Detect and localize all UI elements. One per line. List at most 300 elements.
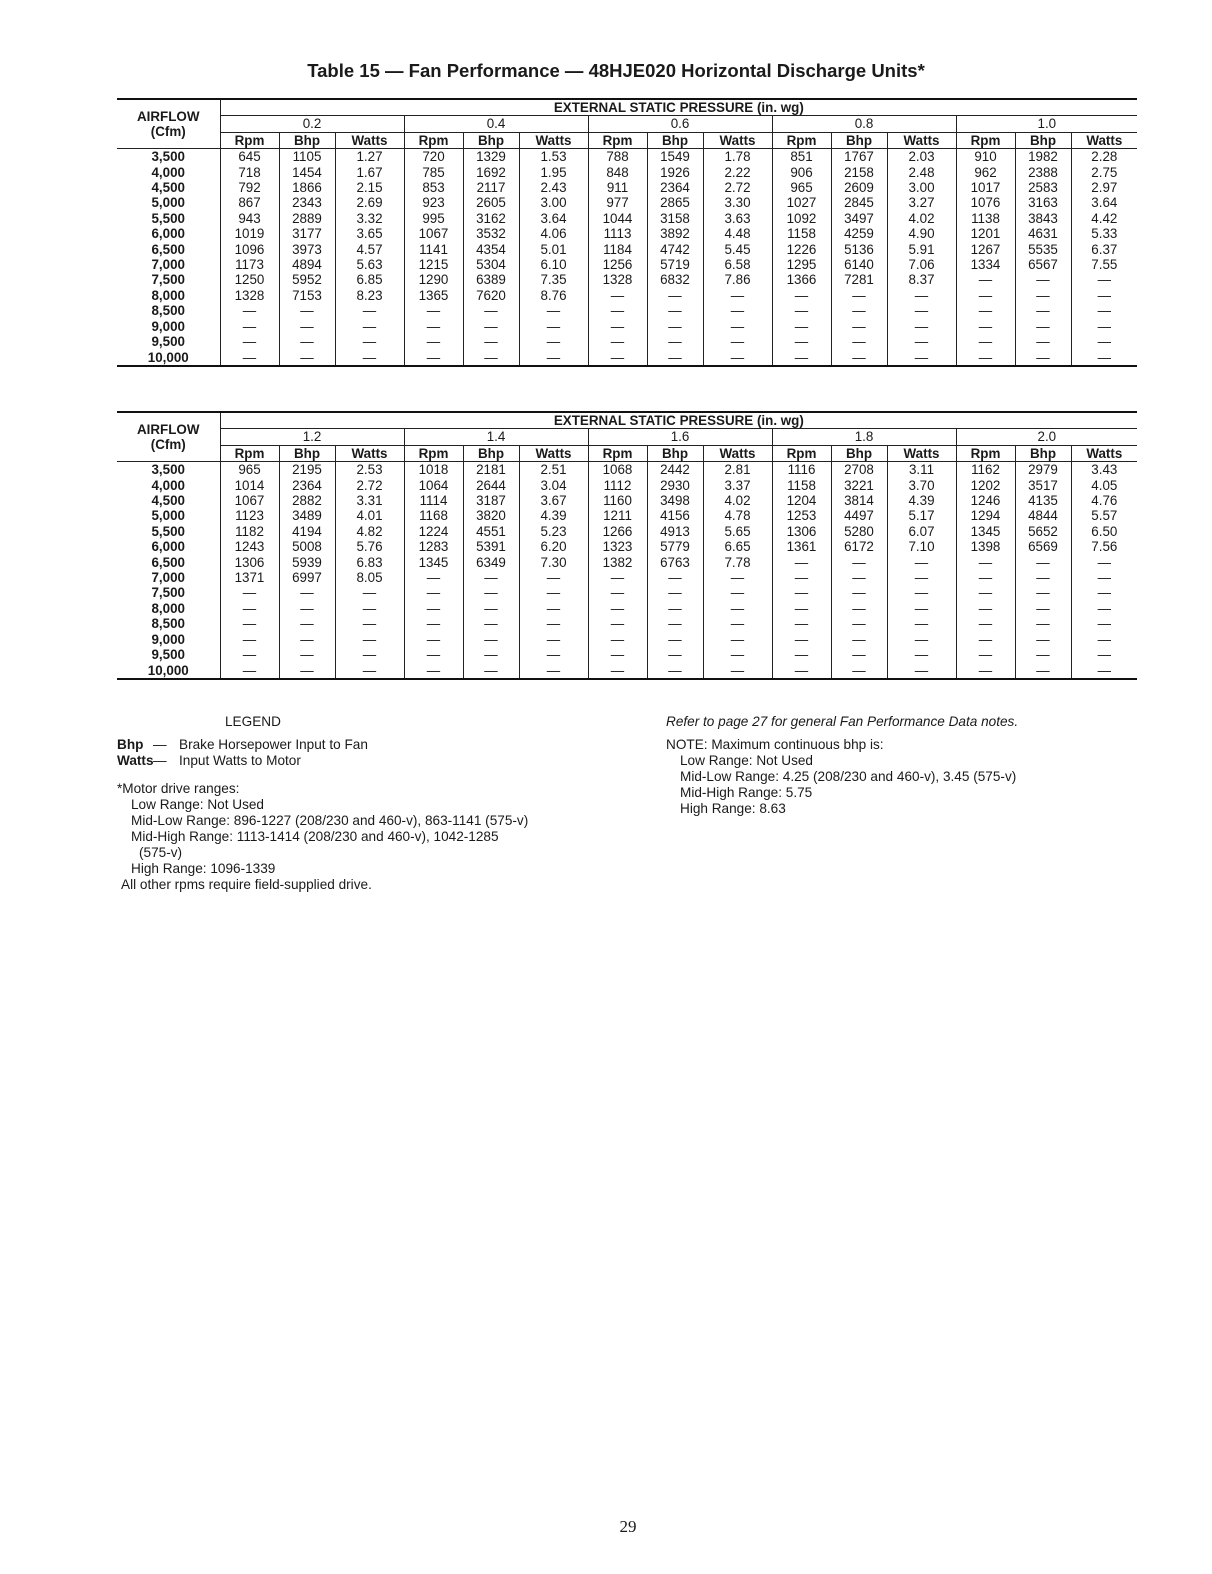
column-header: Watts [519, 132, 588, 148]
data-cell: — [956, 647, 1015, 662]
table-row [117, 257, 1137, 272]
footnote-line: Mid-High Range: 1113-1414 (208/230 and 460-v), 1042-1285 [131, 829, 499, 844]
data-cell: 6.65 [703, 539, 772, 554]
data-cell: — [647, 663, 703, 679]
data-cell: — [772, 319, 831, 334]
data-cell: — [335, 616, 404, 631]
footnote-line: All other rpms require field-supplied drive. [121, 877, 372, 892]
data-cell: — [703, 601, 772, 616]
data-cell: — [1015, 303, 1071, 318]
column-header: Watts [703, 132, 772, 148]
data-cell: 1141 [404, 242, 463, 257]
data-cell: — [220, 601, 279, 616]
data-cell: 1329 [463, 149, 519, 165]
table-row [117, 334, 1137, 349]
data-cell: 1294 [956, 508, 1015, 523]
data-cell: 4844 [1015, 508, 1071, 523]
data-cell: 1092 [772, 211, 831, 226]
data-cell: — [831, 570, 887, 585]
data-cell: — [1071, 334, 1137, 349]
column-header: Bhp [463, 132, 519, 148]
data-cell: — [588, 334, 647, 349]
data-cell: — [335, 647, 404, 662]
data-cell: — [279, 334, 335, 349]
table-row [117, 462, 1137, 478]
data-cell: — [1071, 288, 1137, 303]
data-cell: — [279, 350, 335, 366]
data-cell: 8.76 [519, 288, 588, 303]
data-cell: — [1071, 272, 1137, 287]
airflow-cell: 4,500 [151, 180, 185, 196]
airflow-cell: 4,000 [151, 477, 185, 493]
data-cell: — [463, 647, 519, 662]
data-cell: — [1071, 632, 1137, 647]
airflow-cell: 10,000 [117, 350, 220, 366]
data-cell: — [956, 570, 1015, 585]
data-cell: — [1071, 585, 1137, 600]
data-cell: — [956, 272, 1015, 287]
data-cell: — [404, 632, 463, 647]
pressure-header: 1.2 [220, 429, 404, 445]
column-header: Bhp [1015, 132, 1071, 148]
data-cell: 4.76 [1071, 493, 1137, 508]
data-cell: — [335, 350, 404, 366]
data-cell: 4.90 [887, 226, 956, 241]
data-cell: — [588, 570, 647, 585]
column-header: Watts [1071, 445, 1137, 461]
data-cell: 3.43 [1071, 462, 1137, 478]
data-cell: 1982 [1015, 149, 1071, 165]
data-cell: — [1015, 350, 1071, 366]
data-cell: 1295 [772, 257, 831, 272]
note-line: NOTE: Maximum continuous bhp is: [666, 737, 884, 752]
pressure-header: 1.6 [588, 429, 772, 445]
data-cell: 1204 [772, 493, 831, 508]
table-row [117, 319, 1137, 334]
data-cell: 1866 [279, 180, 335, 195]
pressure-header: 1.0 [956, 116, 1137, 132]
data-cell: — [647, 303, 703, 318]
data-cell: 2.75 [1071, 165, 1137, 180]
data-cell: 4551 [463, 524, 519, 539]
data-cell: — [703, 632, 772, 647]
table-row [117, 601, 1137, 616]
data-cell: 3.11 [887, 462, 956, 478]
data-cell: 4.02 [703, 493, 772, 508]
column-header: Rpm [956, 445, 1015, 461]
table-row [117, 570, 1137, 585]
data-cell: 5280 [831, 524, 887, 539]
data-cell: — [956, 350, 1015, 366]
data-cell: 6763 [647, 555, 703, 570]
data-cell: 1096 [220, 242, 279, 257]
data-cell: — [831, 319, 887, 334]
airflow-cell: 5,500 [151, 210, 185, 226]
data-cell: — [519, 350, 588, 366]
data-cell: — [703, 585, 772, 600]
data-cell: 4.82 [335, 524, 404, 539]
column-header: Rpm [588, 445, 647, 461]
data-cell: 5.17 [887, 508, 956, 523]
data-cell: 7281 [831, 272, 887, 287]
data-cell: 1.67 [335, 165, 404, 180]
data-cell: — [956, 601, 1015, 616]
data-cell: 2.97 [1071, 180, 1137, 195]
data-cell: — [519, 632, 588, 647]
data-cell: — [588, 585, 647, 600]
data-cell: 2889 [279, 211, 335, 226]
data-cell: 1250 [220, 272, 279, 287]
notes [666, 714, 1116, 817]
data-cell: — [279, 585, 335, 600]
data-cell: 7153 [279, 288, 335, 303]
data-cell: 2979 [1015, 462, 1071, 478]
data-cell: — [279, 319, 335, 334]
data-cell: 2388 [1015, 165, 1071, 180]
page-number: 29 [619, 1517, 637, 1536]
data-cell: 5391 [463, 539, 519, 554]
table-title: Table 15 — Fan Performance — 48HJE020 Horizontal Discharge Units* [307, 60, 925, 81]
data-cell: 1366 [772, 272, 831, 287]
esp-header: EXTERNAL STATIC PRESSURE (in. wg) [220, 412, 1137, 429]
data-cell: 1.95 [519, 165, 588, 180]
data-cell: 1306 [772, 524, 831, 539]
table-row [117, 616, 1137, 631]
data-cell: 911 [588, 180, 647, 195]
data-cell: — [956, 663, 1015, 679]
data-cell: — [519, 319, 588, 334]
airflow-cell: 6,500 [151, 241, 185, 257]
footnote-line: *Motor drive ranges: [117, 781, 240, 796]
data-cell: 3.32 [335, 211, 404, 226]
table-row [117, 350, 1137, 366]
data-cell: 3843 [1015, 211, 1071, 226]
data-cell: 2930 [647, 478, 703, 493]
data-cell: 1018 [404, 462, 463, 478]
pressure-header: 0.4 [404, 116, 588, 132]
airflow-cell: 5,000 [151, 508, 185, 524]
data-cell: — [463, 319, 519, 334]
column-header: Rpm [404, 132, 463, 148]
column-header: Rpm [956, 132, 1015, 148]
airflow-cell: 3,500 [151, 149, 185, 165]
data-cell: 965 [772, 180, 831, 195]
data-cell: 2.51 [519, 462, 588, 478]
data-cell: 5.57 [1071, 508, 1137, 523]
data-cell: 4497 [831, 508, 887, 523]
pressure-header-row [117, 116, 1137, 132]
table-row [117, 632, 1137, 647]
table-row [117, 288, 1137, 303]
data-cell: 1382 [588, 555, 647, 570]
table-row [117, 478, 1137, 493]
data-cell: — [404, 570, 463, 585]
data-cell: — [1071, 647, 1137, 662]
data-cell: 1345 [956, 524, 1015, 539]
data-cell: 5.91 [887, 242, 956, 257]
data-cell: 3163 [1015, 195, 1071, 210]
airflow-cell: 3,500 [151, 462, 185, 478]
data-cell: — [956, 555, 1015, 570]
data-cell: — [335, 601, 404, 616]
data-cell: 910 [956, 149, 1015, 165]
data-cell: 1168 [404, 508, 463, 523]
legend-abbr: Watts [117, 753, 154, 768]
data-cell: 7.56 [1071, 539, 1137, 554]
data-cell: 1019 [220, 226, 279, 241]
table-row [117, 663, 1137, 679]
data-cell: 3187 [463, 493, 519, 508]
data-cell: 1926 [647, 165, 703, 180]
data-cell: 7.55 [1071, 257, 1137, 272]
data-cell: 3.64 [1071, 195, 1137, 210]
table-row [117, 539, 1137, 554]
data-cell: 4156 [647, 508, 703, 523]
data-cell: — [404, 303, 463, 318]
data-cell: — [772, 663, 831, 679]
data-cell: — [647, 288, 703, 303]
data-cell: 2195 [279, 462, 335, 478]
column-header: Rpm [220, 445, 279, 461]
data-cell: — [887, 555, 956, 570]
data-cell: — [588, 647, 647, 662]
data-cell: 7620 [463, 288, 519, 303]
data-cell: — [831, 663, 887, 679]
data-cell: 5.01 [519, 242, 588, 257]
data-cell: — [956, 303, 1015, 318]
data-cell: 2882 [279, 493, 335, 508]
table-row [117, 165, 1137, 180]
data-cell: 1044 [588, 211, 647, 226]
airflow-header [117, 412, 220, 462]
table-row [117, 272, 1137, 287]
legend [117, 714, 637, 893]
data-cell: 1116 [772, 462, 831, 478]
legend-heading: LEGEND [225, 714, 281, 729]
data-cell: — [1015, 601, 1071, 616]
data-cell: 3177 [279, 226, 335, 241]
column-header: Watts [703, 445, 772, 461]
airflow-cell: 9,000 [151, 631, 185, 647]
data-cell: 1328 [220, 288, 279, 303]
data-cell: — [588, 350, 647, 366]
data-cell: — [335, 585, 404, 600]
data-cell: — [647, 350, 703, 366]
data-cell: 8.23 [335, 288, 404, 303]
data-cell: — [703, 570, 772, 585]
column-header: Watts [335, 132, 404, 148]
data-cell: 6.83 [335, 555, 404, 570]
note-line: Mid-High Range: 5.75 [680, 785, 813, 800]
footnote-line: Low Range: Not Used [131, 797, 264, 812]
data-cell: 5008 [279, 539, 335, 554]
data-cell: 3.00 [519, 195, 588, 210]
data-cell: 1.53 [519, 149, 588, 165]
data-cell: 1256 [588, 257, 647, 272]
table-row [117, 211, 1137, 226]
data-cell: 1068 [588, 462, 647, 478]
data-cell: 1158 [772, 478, 831, 493]
data-cell: 2609 [831, 180, 887, 195]
data-cell: — [588, 319, 647, 334]
data-cell: 1123 [220, 508, 279, 523]
data-cell: — [220, 303, 279, 318]
data-cell: 6172 [831, 539, 887, 554]
data-cell: 962 [956, 165, 1015, 180]
data-cell: 1767 [831, 149, 887, 165]
data-cell: — [463, 570, 519, 585]
data-cell: 6832 [647, 272, 703, 287]
data-cell: — [404, 663, 463, 679]
data-cell: 1345 [404, 555, 463, 570]
data-cell: 5.33 [1071, 226, 1137, 241]
data-cell: — [588, 663, 647, 679]
data-cell: — [279, 663, 335, 679]
data-cell: 2605 [463, 195, 519, 210]
data-cell: — [404, 585, 463, 600]
data-cell: 2158 [831, 165, 887, 180]
data-cell: 792 [220, 180, 279, 195]
table-row [117, 195, 1137, 210]
data-cell: 2.15 [335, 180, 404, 195]
data-cell: — [887, 647, 956, 662]
table-row [117, 242, 1137, 257]
data-cell: — [956, 288, 1015, 303]
data-cell: — [772, 570, 831, 585]
data-cell: — [279, 647, 335, 662]
column-header: Bhp [279, 132, 335, 148]
data-cell: — [519, 570, 588, 585]
data-cell: 1105 [279, 149, 335, 165]
data-cell: — [831, 334, 887, 349]
data-cell: 5652 [1015, 524, 1071, 539]
data-cell: 4.39 [519, 508, 588, 523]
airflow-cell: 5,000 [151, 195, 185, 211]
data-cell: 4194 [279, 524, 335, 539]
data-cell: 1549 [647, 149, 703, 165]
data-cell: — [772, 334, 831, 349]
data-cell: — [1015, 272, 1071, 287]
table-row [117, 180, 1137, 195]
data-cell: 2708 [831, 462, 887, 478]
data-cell: 1017 [956, 180, 1015, 195]
data-cell: — [647, 616, 703, 631]
data-cell: 2.72 [335, 478, 404, 493]
data-cell: 2.28 [1071, 149, 1137, 165]
data-cell: 6997 [279, 570, 335, 585]
data-cell: — [220, 663, 279, 679]
data-cell: 2.81 [703, 462, 772, 478]
data-cell: 6569 [1015, 539, 1071, 554]
data-cell: 7.86 [703, 272, 772, 287]
data-cell: 1334 [956, 257, 1015, 272]
data-cell: — [1015, 570, 1071, 585]
data-cell: 3498 [647, 493, 703, 508]
data-cell: — [831, 585, 887, 600]
data-cell: 2343 [279, 195, 335, 210]
data-cell: 1365 [404, 288, 463, 303]
pressure-header: 1.4 [404, 429, 588, 445]
data-cell: 1215 [404, 257, 463, 272]
column-header: Rpm [588, 132, 647, 148]
column-header: Rpm [220, 132, 279, 148]
data-cell: 3162 [463, 211, 519, 226]
legend-abbr: Bhp [117, 737, 144, 752]
data-cell: 4.02 [887, 211, 956, 226]
data-cell: — [1015, 663, 1071, 679]
data-cell: 2.43 [519, 180, 588, 195]
column-header: Bhp [831, 445, 887, 461]
data-cell: — [404, 601, 463, 616]
data-cell: — [647, 632, 703, 647]
data-cell: 4.01 [335, 508, 404, 523]
data-cell: 3.70 [887, 478, 956, 493]
data-cell: — [463, 334, 519, 349]
data-cell: 5952 [279, 272, 335, 287]
data-cell: 4913 [647, 524, 703, 539]
data-cell: — [887, 601, 956, 616]
data-cell: — [404, 350, 463, 366]
data-cell: 2.48 [887, 165, 956, 180]
data-cell: 3.00 [887, 180, 956, 195]
data-cell: 1162 [956, 462, 1015, 478]
data-cell: 3532 [463, 226, 519, 241]
data-cell: 1290 [404, 272, 463, 287]
data-cell: — [647, 647, 703, 662]
data-cell: 1201 [956, 226, 1015, 241]
data-cell: — [831, 601, 887, 616]
data-cell: — [831, 647, 887, 662]
airflow-cell: 7,000 [151, 570, 185, 586]
data-cell: 977 [588, 195, 647, 210]
data-cell: — [588, 303, 647, 318]
data-cell: — [519, 334, 588, 349]
data-cell: 1243 [220, 539, 279, 554]
column-header: Watts [335, 445, 404, 461]
data-cell: 1211 [588, 508, 647, 523]
data-cell: 5136 [831, 242, 887, 257]
data-cell: 5.45 [703, 242, 772, 257]
data-cell: 4354 [463, 242, 519, 257]
data-cell: — [588, 601, 647, 616]
data-cell: 2.69 [335, 195, 404, 210]
data-cell: 965 [220, 462, 279, 478]
data-cell: 923 [404, 195, 463, 210]
data-cell: 851 [772, 149, 831, 165]
data-cell: — [956, 319, 1015, 334]
data-cell: — [831, 555, 887, 570]
airflow-cell: 8,000 [151, 287, 185, 303]
legend-dash: — [153, 737, 167, 752]
data-cell: — [703, 334, 772, 349]
data-cell: 6389 [463, 272, 519, 287]
data-cell: 8.37 [887, 272, 956, 287]
table-row [117, 585, 1137, 600]
data-cell: 3.31 [335, 493, 404, 508]
data-cell: — [956, 334, 1015, 349]
column-header: Watts [1071, 132, 1137, 148]
table-row [117, 493, 1137, 508]
data-cell: 1692 [463, 165, 519, 180]
data-cell: — [956, 632, 1015, 647]
data-cell: 3489 [279, 508, 335, 523]
data-cell: — [404, 616, 463, 631]
data-cell: 8.05 [335, 570, 404, 585]
data-cell: — [772, 616, 831, 631]
data-cell: 4259 [831, 226, 887, 241]
data-cell: 1112 [588, 478, 647, 493]
data-cell: — [404, 334, 463, 349]
